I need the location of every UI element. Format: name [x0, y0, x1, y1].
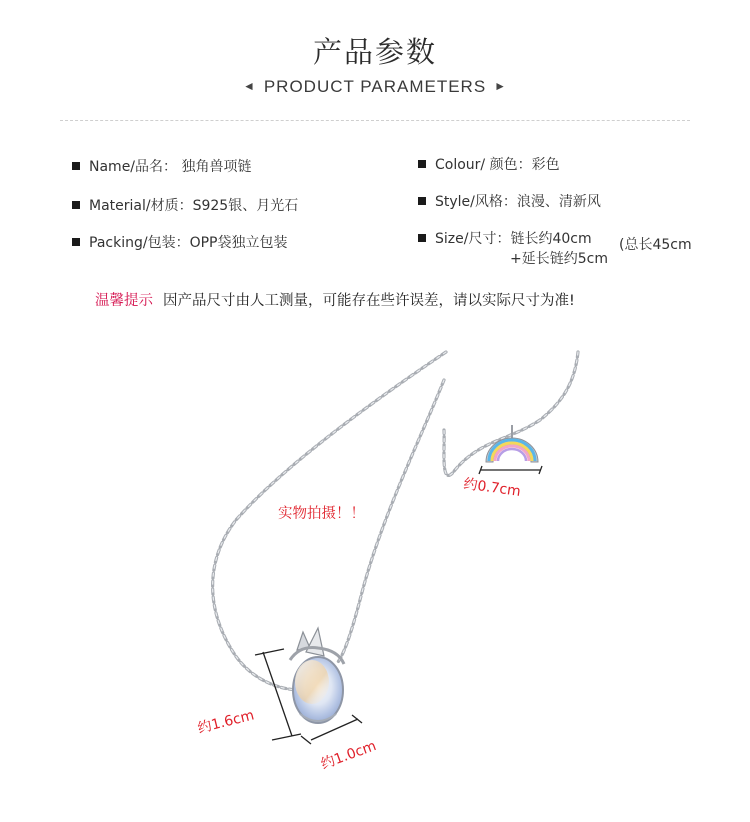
param-size-text: Size/尺寸：链长约40cm: [435, 231, 592, 247]
page-title: 产品参数: [312, 35, 437, 69]
param-colour: [418, 154, 560, 174]
rainbow-size-marker: [479, 466, 542, 474]
subtitle-text: PRODUCT PARAMETERS: [263, 77, 487, 96]
product-photo: [0, 330, 750, 822]
notice: [95, 289, 575, 310]
param-name-text: Name/品名： 独角兽项链: [89, 159, 252, 175]
real-shot-label: 实物拍摄！！: [278, 506, 365, 522]
param-size-total: (总长45cm: [619, 237, 692, 253]
param-size-extension: +延长链约5cm: [510, 251, 608, 267]
bullet-square-icon: [72, 201, 80, 209]
notice-label: 温馨提示: [95, 293, 153, 309]
page-subtitle: [0, 77, 750, 97]
bullet-square-icon: [418, 197, 426, 205]
param-style: [418, 191, 601, 211]
param-colour-text: Colour/ 颜色：彩色: [435, 157, 560, 173]
param-material: [72, 195, 298, 215]
bullet-square-icon: [418, 160, 426, 168]
unicorn-pendant: [290, 628, 344, 723]
arrow-right-icon: ►: [494, 79, 508, 93]
necklace-chain: [213, 352, 578, 690]
bullet-square-icon: [72, 238, 80, 246]
param-material-text: Material/材质：S925银、月光石: [89, 198, 299, 214]
bullet-square-icon: [418, 234, 426, 242]
arrow-left-icon: ◄: [242, 79, 256, 93]
pendant-width-label: 约1.0cm: [318, 738, 379, 773]
param-name: [72, 156, 251, 176]
bullet-square-icon: [72, 162, 80, 170]
param-packing-text: Packing/包装：OPP袋独立包装: [89, 235, 288, 251]
param-size: [418, 228, 592, 248]
dashed-divider: [60, 120, 690, 121]
pendant-height-label: 约1.6cm: [196, 707, 256, 737]
notice-text: 因产品尺寸由人工测量，可能存在些许误差，请以实际尺寸为准!: [163, 293, 575, 309]
param-packing: [72, 232, 287, 252]
rainbow-size-label: 约0.7cm: [462, 476, 522, 500]
param-style-text: Style/风格：浪漫、清新风: [435, 194, 601, 210]
